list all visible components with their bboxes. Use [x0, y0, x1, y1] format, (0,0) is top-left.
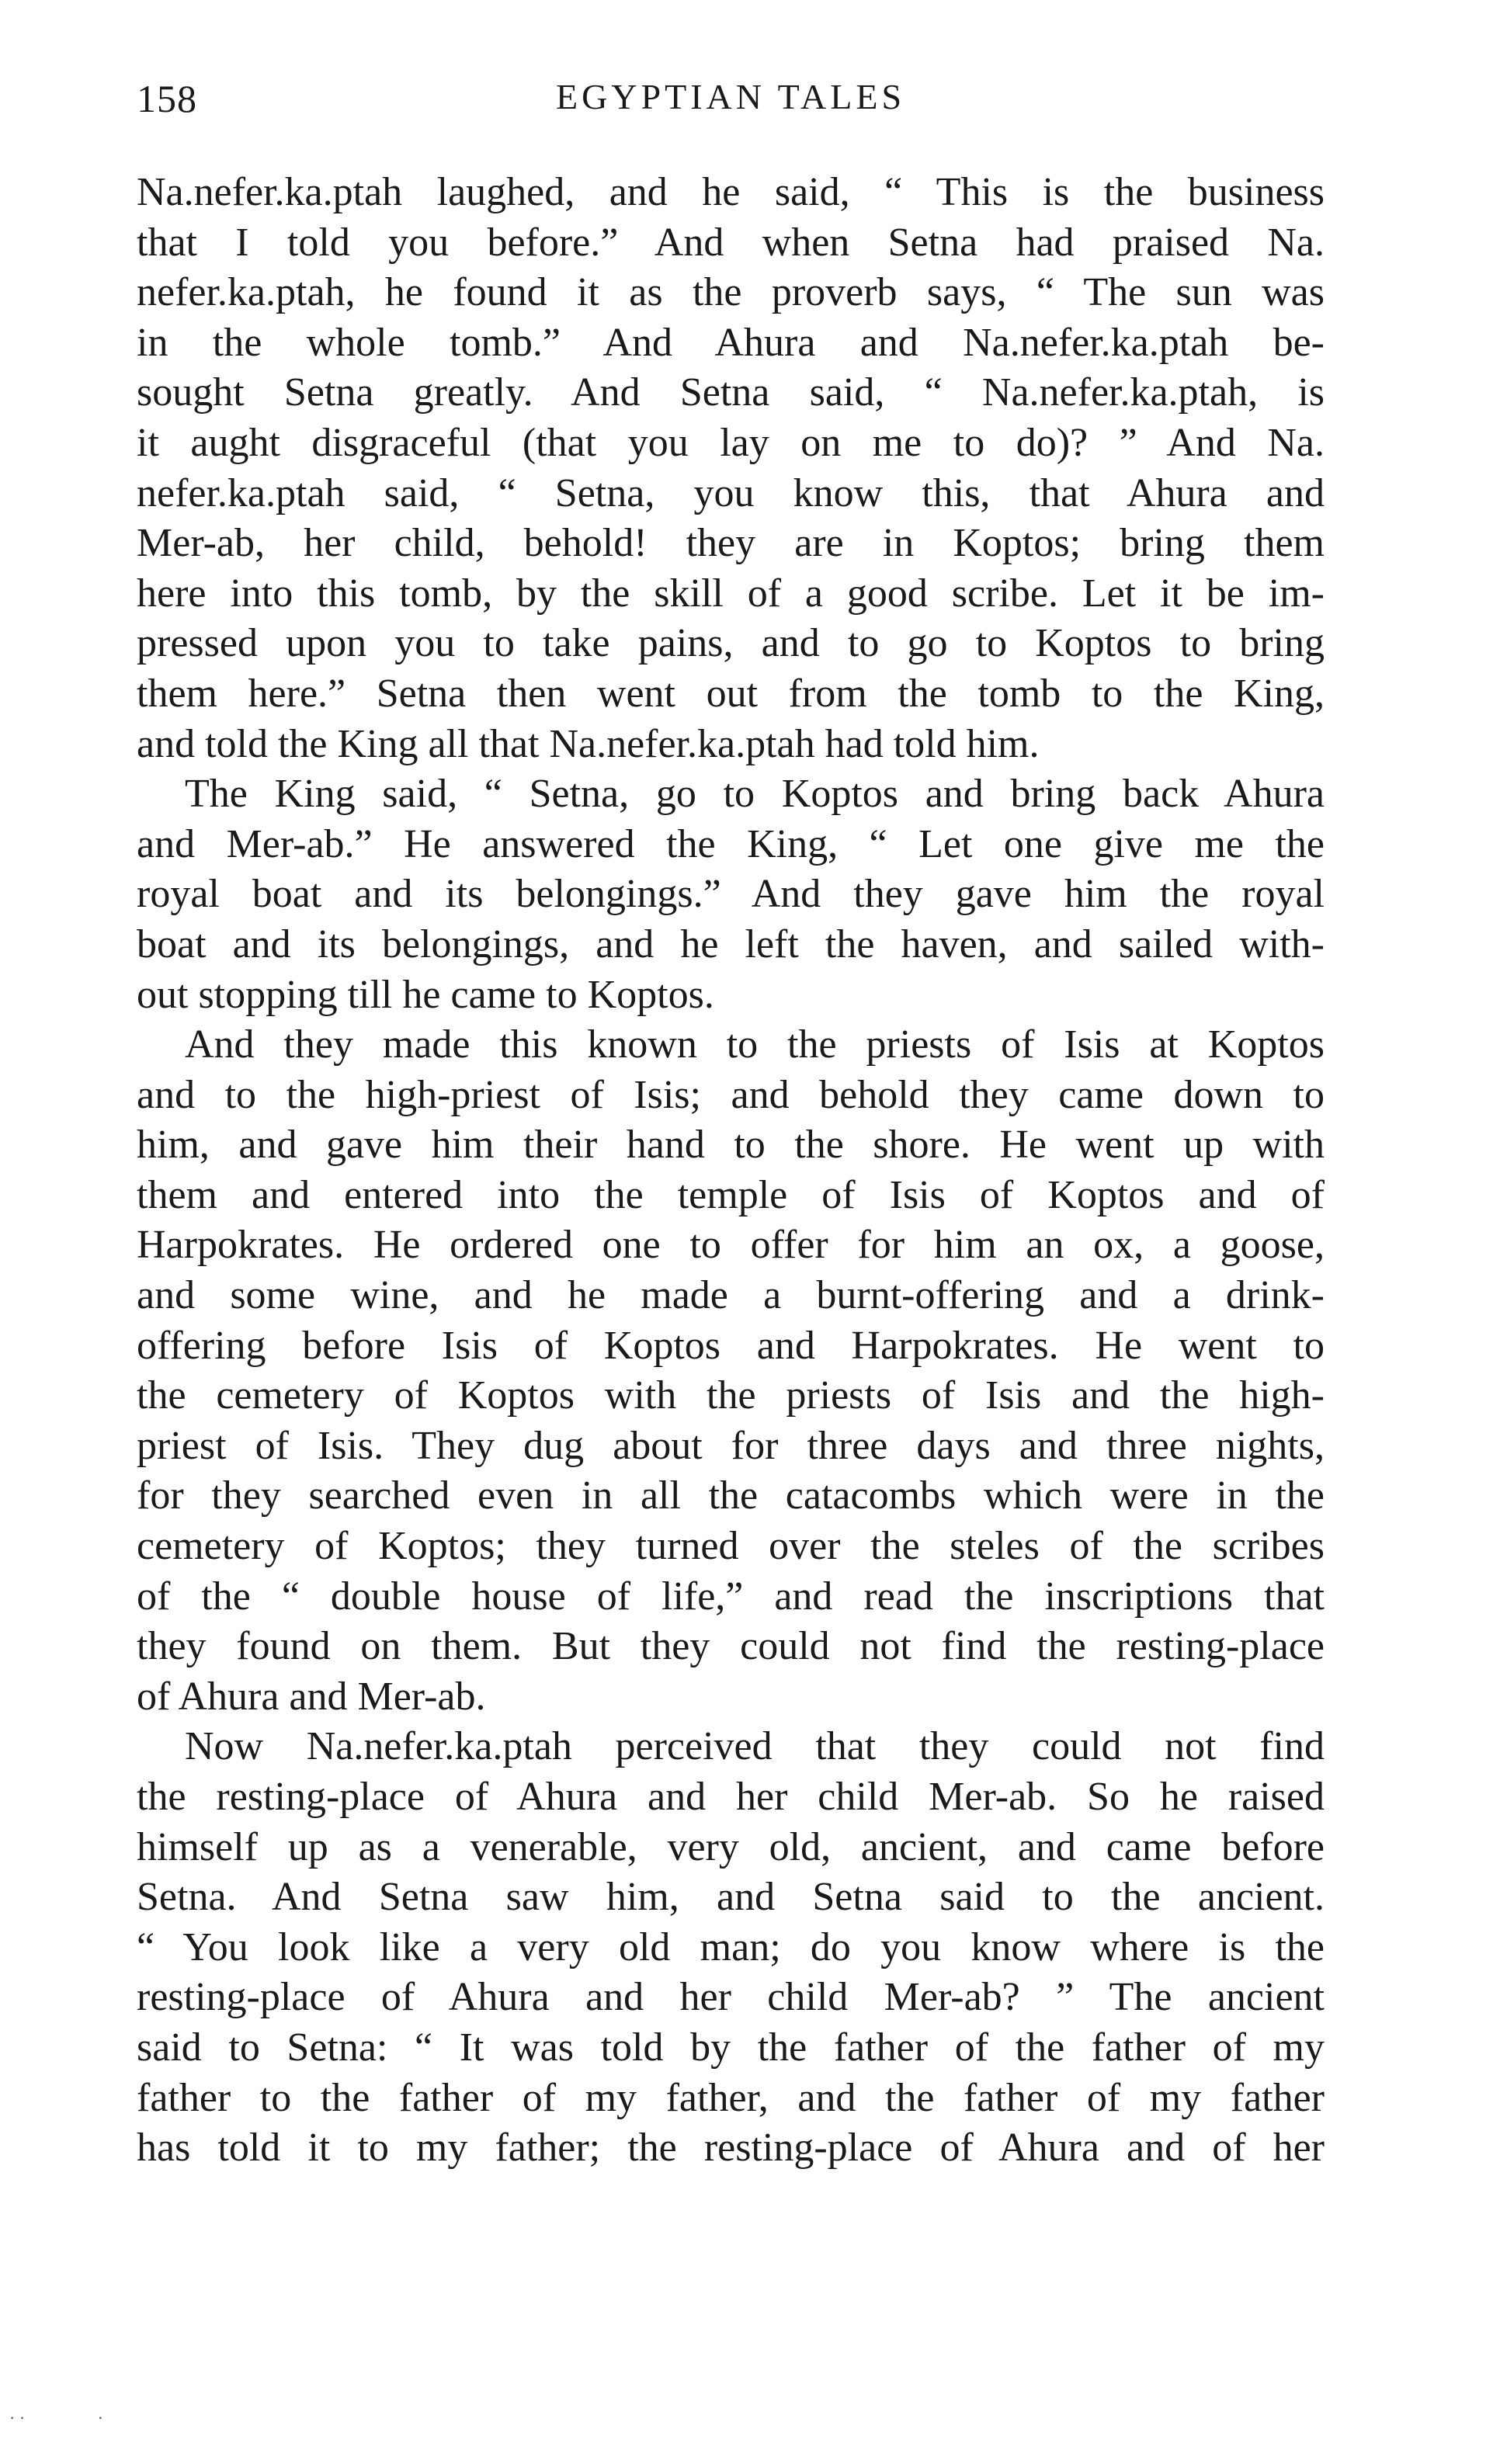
text-line: that I told you before.” And when Setna had praised Na. — [137, 220, 1325, 265]
text-line: nefer.ka.ptah, he found it as the proverb says, “ The sun was — [137, 270, 1325, 315]
running-title: EGYPTIAN TALES — [555, 77, 906, 116]
text-line: father to the father of my father, and the father of my father — [137, 2075, 1325, 2120]
text-line: resting-place of Ahura and her child Mer-ab? ” The ancient — [137, 1975, 1325, 2020]
text-line: out stopping till he came to Koptos. — [137, 972, 714, 1017]
text-line: nefer.ka.ptah said, “ Setna, you know this, that Ahura and — [137, 470, 1325, 515]
page-number: 158 — [137, 77, 197, 120]
text-line: the resting-place of Ahura and her child Mer-ab. So he raised — [137, 1775, 1325, 1819]
text-line: sought Setna greatly. And Setna said, “ Na.nefer.ka.ptah, is — [137, 370, 1325, 415]
text-line: And they made this known to the priests of Isis at Koptos — [185, 1022, 1325, 1067]
text-line: cemetery of Koptos; they turned over the steles of the scribes — [137, 1524, 1325, 1569]
page-header — [137, 76, 1325, 130]
text-line: has told it to my father; the resting-place of Ahura and of her — [137, 2126, 1325, 2171]
text-line: said to Setna: “ It was told by the father of the father of my — [137, 2025, 1325, 2070]
text-line: Harpokrates. He ordered one to offer for him an ox, a goose, — [137, 1223, 1325, 1268]
body-text — [137, 168, 1325, 2174]
text-line: and Mer-ab.” He answered the King, “ Let one give me the — [137, 821, 1325, 866]
text-line: and told the King all that Na.nefer.ka.ptah had told him. — [137, 721, 1040, 766]
scan-specks: · · · — [9, 2408, 103, 2428]
text-line: The King said, “ Setna, go to Koptos and bring back Ahura — [185, 772, 1325, 817]
text-line: for they searched even in all the catacombs which were in the — [137, 1473, 1325, 1518]
text-line: Na.nefer.ka.ptah laughed, and he said, “ This is the business — [137, 170, 1325, 214]
text-line: royal boat and its belongings.” And they gave him the royal — [137, 872, 1325, 917]
text-line: the cemetery of Koptos with the priests of Isis and the high- — [137, 1373, 1325, 1418]
text-line: in the whole tomb.” And Ahura and Na.nefer.ka.ptah be- — [137, 320, 1325, 365]
text-line: them here.” Setna then went out from the tomb to the King, — [137, 671, 1325, 716]
text-line: them and entered into the temple of Isis of Koptos and of — [137, 1172, 1325, 1217]
text-line: it aught disgraceful (that you lay on me to do)? ” And Na. — [137, 420, 1325, 465]
text-line: Now Na.nefer.ka.ptah perceived that they could not find — [185, 1724, 1325, 1769]
text-line: Setna. And Setna saw him, and Setna said to the ancient. — [137, 1875, 1325, 1920]
text-line: pressed upon you to take pains, and to go to Koptos to bring — [137, 621, 1325, 666]
text-line: and to the high-priest of Isis; and behold they came down to — [137, 1072, 1325, 1117]
text-line: of Ahura and Mer-ab. — [137, 1674, 486, 1719]
text-line: they found on them. But they could not find the resting-place — [137, 1624, 1325, 1669]
text-line: himself up as a venerable, very old, ancient, and came before — [137, 1824, 1325, 1869]
text-line: him, and gave him their hand to the shore. He went up with — [137, 1123, 1325, 1168]
text-line: Mer-ab, her child, behold! they are in Koptos; bring them — [137, 521, 1325, 566]
text-line: “ You look like a very old man; do you know where is the — [137, 1924, 1325, 1969]
text-line: here into this tomb, by the skill of a good scribe. Let it be im- — [137, 571, 1325, 616]
text-line: boat and its belongings, and he left the haven, and sailed with- — [137, 921, 1325, 967]
text-line: of the “ double house of life,” and read the inscriptions that — [137, 1574, 1325, 1619]
text-line: priest of Isis. They dug about for three days and three nights, — [137, 1423, 1325, 1468]
text-line: offering before Isis of Koptos and Harpokrates. He went to — [137, 1323, 1325, 1368]
text-line: and some wine, and he made a burnt-offering and a drink- — [137, 1273, 1325, 1318]
